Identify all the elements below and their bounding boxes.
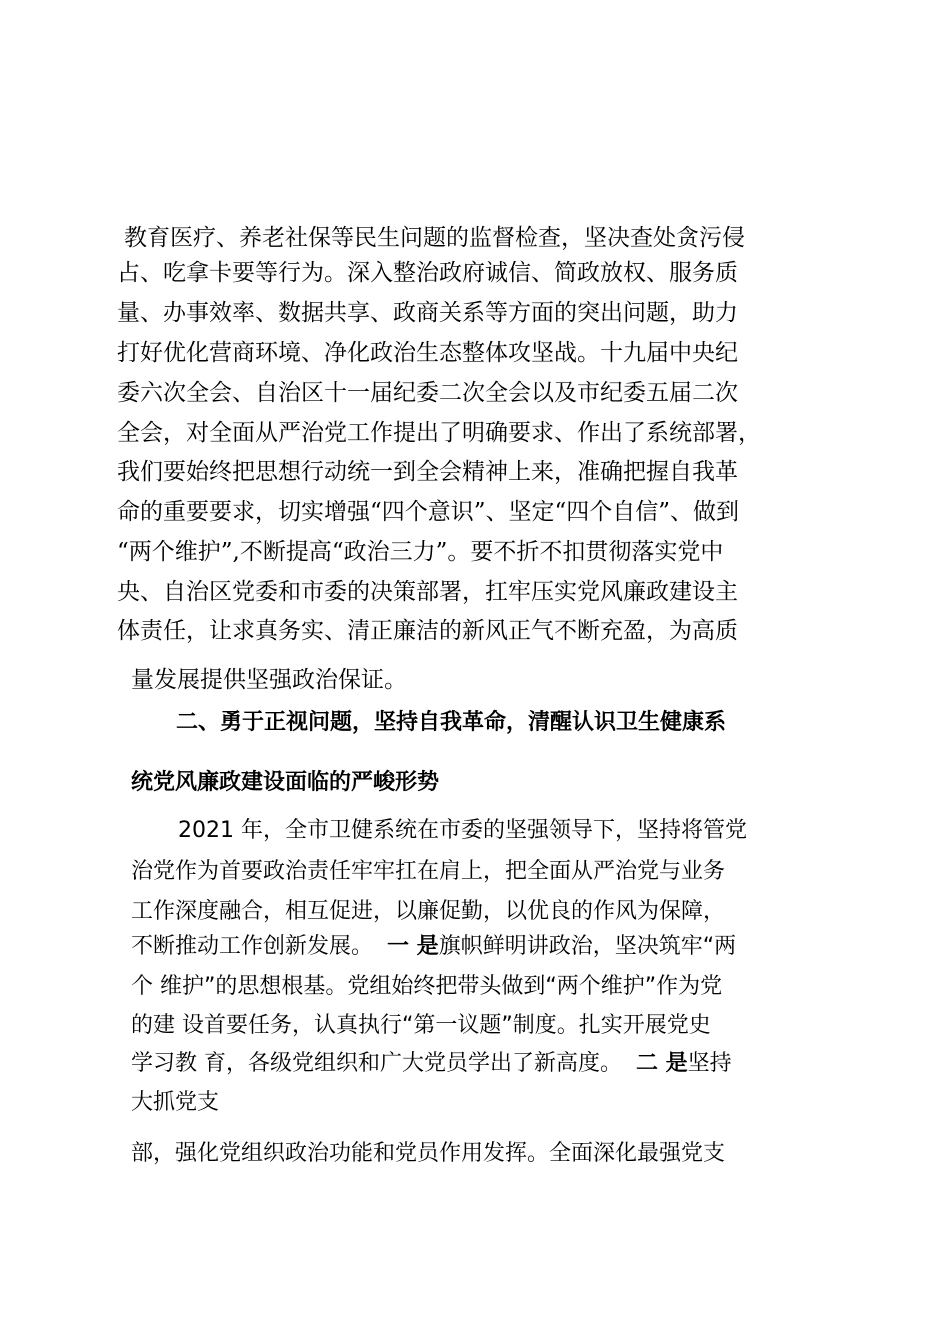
body-text-line: 命的重要要求，切实增强“四个意识”、坚定“四个自信”、做到 xyxy=(117,499,740,525)
body-text-line: “两个维护”,不断提高“政治三力”。要不折不扣贯彻落实党中 xyxy=(117,539,724,565)
body-text-line: 占、吃拿卡要等行为。深入整治政府诚信、简政放权、服务质 xyxy=(117,260,738,286)
body-text-line: 量发展提供坚强政治保证。 xyxy=(131,667,407,693)
body-text-line: 量、办事效率、数据共享、政商关系等方面的突出问题，助力 xyxy=(117,300,738,326)
body-text-segment: 不断推动工作创新发展。 xyxy=(131,934,374,959)
body-text-segment: 旗帜鲜明讲政治，坚决筑牢“两 xyxy=(438,934,737,959)
body-text-segment: 学习教 育，各级党组织和广大党员学出了新高度。 xyxy=(131,1051,622,1076)
body-text-segment: 坚持 xyxy=(687,1051,732,1076)
body-text-line xyxy=(131,932,736,962)
enumeration-marker: 一 是 xyxy=(387,934,439,959)
section-heading-line: 统党风廉政建设面临的严峻形势 xyxy=(131,770,440,795)
body-text-line: 教育医疗、养老社保等民生问题的监督检查，坚决查处贪污侵 xyxy=(124,225,745,251)
section-heading-line: 二、勇于正视问题，坚持自我革命，清醒认识卫生健康系 xyxy=(176,710,727,735)
body-text-line: 全会，对全面从严治党工作提出了明确要求、作出了系统部署， xyxy=(117,420,761,446)
body-text-line: 央、自治区党委和市委的决策部署，扛牢压实党风廉政建设主 xyxy=(117,579,738,605)
body-text-line: 委六次全会、自治区十一届纪委二次全会以及市纪委五届二次 xyxy=(117,380,738,406)
body-text-line: 工作深度融合，相互促进，以廉促勤，以优良的作风为保障， xyxy=(131,899,726,924)
body-text-line: 2021 年，全市卫健系统在市委的坚强领导下，坚持将管党 xyxy=(178,818,747,843)
body-text-line: 的建 设首要任务，认真执行“第一议题”制度。扎实开展党史 xyxy=(131,1013,711,1038)
body-text-line: 打好优化营商环境、净化政治生态整体攻坚战。十九届中央纪 xyxy=(117,340,738,366)
body-text-line: 体责任，让求真务实、清正廉洁的新风正气不断充盈，为高质 xyxy=(117,618,738,644)
body-text-line: 部，强化党组织政治功能和党员作用发挥。全面深化最强党支 xyxy=(131,1141,726,1166)
body-text-line: 治党作为首要政治责任牢牢扛在肩上，把全面从严治党与业务 xyxy=(131,859,726,884)
enumeration-marker: 二 是 xyxy=(636,1051,688,1076)
body-text-line: 个 维护”的思想根基。党组始终把带头做到“两个维护”作为党 xyxy=(131,974,723,999)
body-text-line: 我们要始终把思想行动统一到全会精神上来，准确把握自我革 xyxy=(117,459,738,485)
body-text-line xyxy=(131,1049,732,1079)
body-text-line: 大抓党支 xyxy=(131,1090,220,1115)
